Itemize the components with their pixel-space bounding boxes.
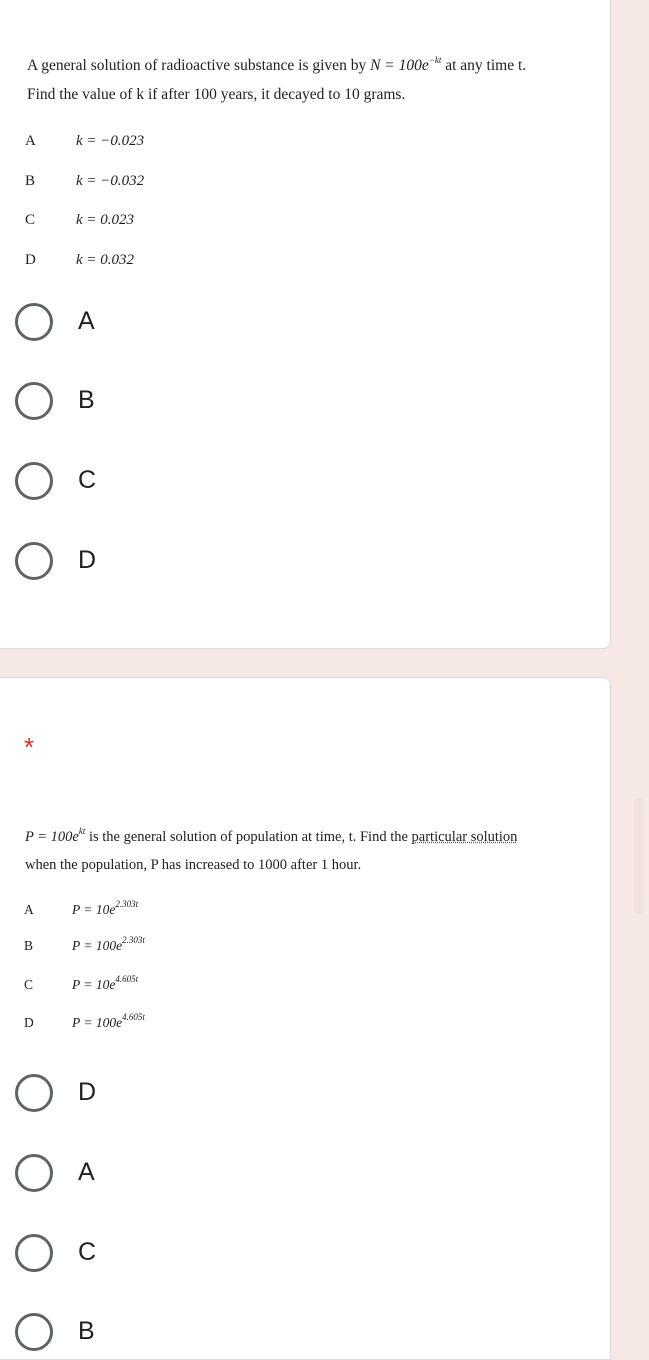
option-formula: P = 100e bbox=[72, 1015, 123, 1030]
radio-label: D bbox=[78, 1078, 97, 1106]
question-1-radio-d[interactable] bbox=[15, 541, 315, 585]
radio-button[interactable] bbox=[15, 1154, 53, 1192]
scrollbar-thumb[interactable] bbox=[634, 798, 644, 914]
radio-button[interactable] bbox=[15, 1313, 53, 1351]
question-1-line2: Find the value of k if after 100 years, it decayed to 10 grams. bbox=[27, 86, 406, 103]
question-1-line1-end: at any time t. bbox=[441, 57, 527, 74]
option-letter: C bbox=[24, 977, 34, 992]
radio-button[interactable] bbox=[15, 382, 53, 420]
question-1-formula-exponent: −kt bbox=[428, 55, 442, 65]
option-letter: B bbox=[24, 938, 34, 953]
radio-button[interactable] bbox=[15, 303, 53, 341]
option-formula: P = 10e bbox=[72, 977, 116, 992]
question-2-radio-c[interactable] bbox=[15, 1233, 315, 1277]
option-letter: A bbox=[24, 902, 34, 917]
radio-label: C bbox=[78, 1238, 97, 1266]
option-value: k = −0.023 bbox=[76, 133, 145, 149]
option-letter: C bbox=[25, 212, 36, 228]
question-2-term-link: particular solution bbox=[411, 829, 518, 845]
question-2-line2: when the population, P has increased to 1000 after 1 hour. bbox=[25, 857, 362, 873]
option-letter: D bbox=[25, 252, 36, 268]
question-2-line1: is the general solution of population at time, t. Find the bbox=[85, 829, 412, 845]
option-value: k = −0.032 bbox=[76, 173, 145, 189]
question-1-radio-c[interactable] bbox=[15, 461, 315, 505]
question-card-1 bbox=[0, 0, 611, 649]
radio-label: A bbox=[78, 1158, 95, 1186]
radio-label: D bbox=[78, 546, 97, 574]
option-exponent: 2.303t bbox=[115, 899, 139, 909]
question-2-formula: P = 100e bbox=[25, 829, 79, 845]
question-2-formula-exponent: kt bbox=[78, 826, 86, 836]
radio-label: B bbox=[78, 1317, 95, 1345]
question-1-formula: N = 100e bbox=[370, 57, 429, 74]
radio-label: C bbox=[78, 466, 97, 494]
option-exponent: 4.605t bbox=[115, 974, 139, 984]
option-letter: B bbox=[25, 173, 36, 189]
radio-label: A bbox=[78, 307, 95, 335]
option-value: k = 0.023 bbox=[76, 212, 135, 228]
required-asterisk: * bbox=[24, 732, 35, 762]
question-1-radio-a[interactable] bbox=[15, 302, 315, 346]
option-value: k = 0.032 bbox=[76, 252, 135, 268]
option-exponent: 4.605t bbox=[122, 1012, 145, 1022]
question-1-radio-b[interactable] bbox=[15, 381, 315, 425]
radio-button[interactable] bbox=[15, 1074, 53, 1112]
question-1-text bbox=[27, 51, 526, 109]
question-2-radio-d[interactable] bbox=[15, 1073, 315, 1117]
question-2-radio-a[interactable] bbox=[15, 1153, 315, 1197]
radio-button[interactable] bbox=[15, 542, 53, 580]
radio-button[interactable] bbox=[15, 1234, 53, 1272]
option-formula: P = 100e bbox=[72, 938, 123, 953]
question-2-radio-b[interactable] bbox=[15, 1312, 315, 1356]
option-formula: P = 10e bbox=[72, 902, 116, 917]
question-1-line1: A general solution of radioactive substance is given by bbox=[27, 57, 371, 74]
option-exponent: 2.303t bbox=[122, 935, 145, 945]
question-2-text bbox=[25, 823, 517, 879]
option-letter: A bbox=[25, 133, 36, 149]
option-letter: D bbox=[24, 1015, 34, 1030]
radio-label: B bbox=[78, 386, 95, 414]
radio-button[interactable] bbox=[15, 462, 53, 500]
